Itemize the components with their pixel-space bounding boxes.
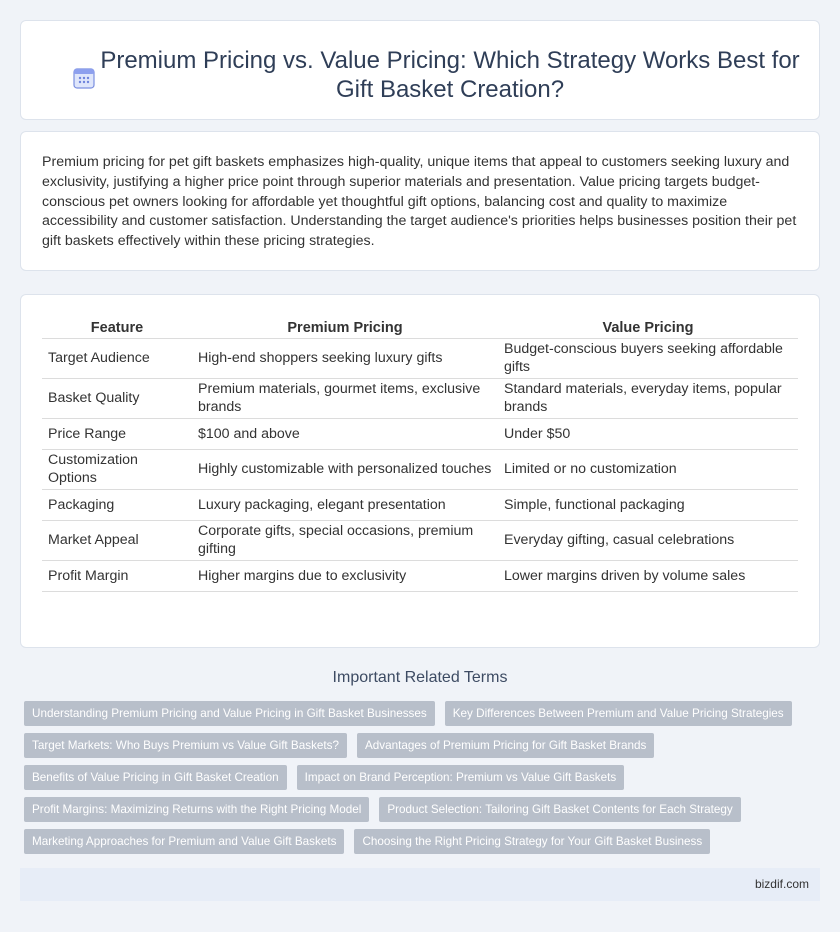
table-row [42, 560, 798, 591]
feature-cell: Market Appeal [42, 520, 192, 560]
related-term-link[interactable]: Key Differences Between Premium and Value Pricing Strategies [445, 701, 792, 726]
feature-cell: Packaging [42, 489, 192, 520]
table-row [42, 449, 798, 489]
premium-cell: High-end shoppers seeking luxury gifts [192, 338, 498, 378]
premium-cell: $100 and above [192, 418, 498, 449]
premium-cell: Highly customizable with personalized touches [192, 449, 498, 489]
related-term-link[interactable]: Target Markets: Who Buys Premium vs Value Gift Baskets? [24, 733, 347, 758]
table-row [42, 338, 798, 378]
related-term-link[interactable]: Benefits of Value Pricing in Gift Basket Creation [24, 765, 287, 790]
related-term-link[interactable]: Choosing the Right Pricing Strategy for Your Gift Basket Business [354, 829, 710, 854]
table-header-row [42, 315, 798, 338]
title-card [20, 20, 820, 120]
premium-cell: Higher margins due to exclusivity [192, 560, 498, 591]
value-cell: Lower margins driven by volume sales [498, 560, 798, 591]
related-term-link[interactable]: Understanding Premium Pricing and Value Pricing in Gift Basket Businesses [24, 701, 435, 726]
feature-cell: Price Range [42, 418, 192, 449]
value-cell: Standard materials, everyday items, popular brands [498, 378, 798, 418]
table-row [42, 378, 798, 418]
feature-cell: Customization Options [42, 449, 192, 489]
value-cell: Limited or no customization [498, 449, 798, 489]
comparison-card [20, 294, 820, 648]
related-term-link[interactable]: Advantages of Premium Pricing for Gift Basket Brands [357, 733, 654, 758]
column-header-feature: Feature [42, 315, 192, 338]
comparison-table [42, 315, 798, 592]
page-title: Premium Pricing vs. Value Pricing: Which Strategy Works Best for Gift Basket Creation? [100, 47, 800, 103]
related-terms-list [24, 701, 824, 861]
intro-paragraph: Premium pricing for pet gift baskets emphasizes high-quality, unique items that appeal to customers seeking luxury and exclusivity, justifying a higher price point through superior materials and presentation. Value pricing targets budget-conscious pet owners looking for affordable yet thoughtful gift options, balancing cost and quality to maximize accessibility and customer satisfaction. Understanding the target audience's priorities helps businesses position their pet gift baskets effectively within these pricing strategies. [42, 154, 797, 250]
premium-cell: Luxury packaging, elegant presentation [192, 489, 498, 520]
value-cell: Budget-conscious buyers seeking affordable gifts [498, 338, 798, 378]
value-cell: Simple, functional packaging [498, 489, 798, 520]
column-header-value: Value Pricing [498, 315, 798, 338]
related-terms-heading: Important Related Terms [332, 669, 508, 686]
footer-site-link[interactable]: bizdif.com [754, 877, 809, 891]
value-cell: Everyday gifting, casual celebrations [498, 520, 798, 560]
footer [20, 868, 820, 901]
table-row [42, 520, 798, 560]
premium-cell: Premium materials, gourmet items, exclusive brands [192, 378, 498, 418]
table-row [42, 418, 798, 449]
feature-cell: Basket Quality [42, 378, 192, 418]
related-term-link[interactable]: Profit Margins: Maximizing Returns with the Right Pricing Model [24, 797, 369, 822]
table-row [42, 489, 798, 520]
related-term-link[interactable]: Impact on Brand Perception: Premium vs Value Gift Baskets [297, 765, 625, 790]
value-cell: Under $50 [498, 418, 798, 449]
related-term-link[interactable]: Marketing Approaches for Premium and Value Gift Baskets [24, 829, 344, 854]
feature-cell: Target Audience [42, 338, 192, 378]
column-header-premium: Premium Pricing [192, 315, 498, 338]
related-term-link[interactable]: Product Selection: Tailoring Gift Basket Contents for Each Strategy [379, 797, 740, 822]
premium-cell: Corporate gifts, special occasions, premium gifting [192, 520, 498, 560]
intro-card [20, 131, 820, 271]
feature-cell: Profit Margin [42, 560, 192, 591]
